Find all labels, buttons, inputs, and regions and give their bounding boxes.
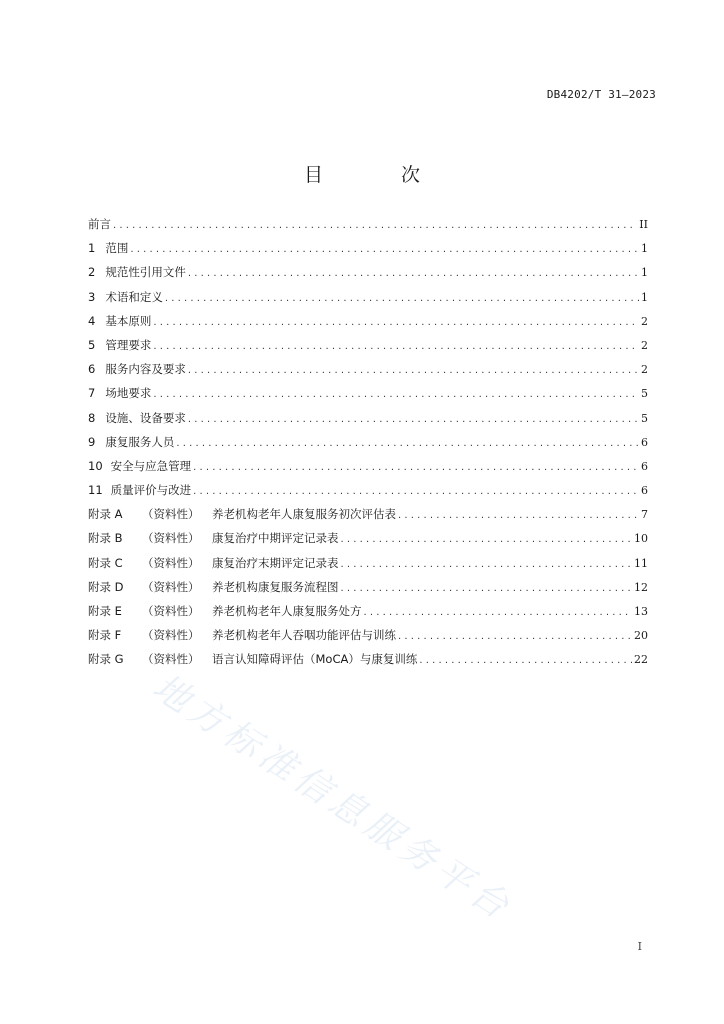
toc-entry-number: 10 (88, 458, 103, 473)
appendix-label: 附录 A (88, 507, 123, 522)
document-code: DB4202/T 31—2023 (546, 88, 656, 101)
toc-entry-number: 8 (88, 410, 96, 425)
appendix-kind: （资料性） (142, 507, 200, 522)
appendix-kind: （资料性） (142, 555, 200, 570)
appendix-kind: （资料性） (142, 579, 200, 594)
appendix-page: 11 (634, 556, 648, 570)
appendix-label: 附录 E (88, 604, 122, 618)
toc-entry-number: 2 (88, 265, 96, 280)
toc-entry-title: 质量评价与改进 (110, 483, 192, 498)
appendix-page: 10 (634, 532, 648, 546)
toc-entry-title: 术语和定义 (105, 289, 163, 304)
toc-entry-page: 2 (641, 363, 648, 377)
appendix-kind: （资料性） (142, 531, 200, 546)
toc-entry-page: 6 (641, 459, 648, 473)
toc-leader-dots (153, 317, 639, 328)
toc-entry[interactable] (88, 361, 648, 385)
toc-leader-dots (113, 220, 637, 231)
toc-entry-number: 1 (88, 241, 96, 256)
toc-appendix-entry[interactable] (88, 627, 648, 651)
toc-leader-dots (398, 510, 639, 521)
toc-entry-title: 设施、设备要求 (105, 410, 186, 425)
toc-appendix-entry[interactable] (88, 555, 648, 579)
toc-entry[interactable] (88, 410, 648, 434)
toc-entry[interactable] (88, 240, 648, 264)
appendix-page: 22 (634, 653, 648, 667)
toc-leader-dots (419, 655, 632, 666)
toc-entry-title: 管理要求 (105, 337, 152, 352)
toc-appendix-entry[interactable] (88, 579, 648, 603)
toc-entry-page: 1 (641, 266, 648, 280)
toc-leader-dots (341, 583, 633, 594)
appendix-label: 附录 G (88, 652, 124, 667)
appendix-kind: （资料性） (142, 604, 200, 618)
toc-entry-number: 6 (88, 362, 96, 377)
toc-entry[interactable] (88, 216, 648, 240)
appendix-label: 附录 C (88, 555, 123, 570)
toc-leader-dots (176, 438, 639, 449)
toc-entry-title: 服务内容及要求 (105, 362, 186, 377)
toc-entry-page: 1 (641, 290, 648, 304)
toc-leader-dots (165, 293, 639, 304)
toc-appendix-entry[interactable] (88, 506, 648, 530)
page-title: 目 次 (303, 164, 457, 186)
appendix-page: 13 (634, 605, 648, 618)
toc-entry-title: 安全与应急管理 (110, 458, 192, 473)
toc-leader-dots (341, 559, 633, 570)
toc-entry-title: 规范性引用文件 (105, 265, 186, 280)
appendix-label: 附录 B (88, 531, 123, 546)
watermark: 地方标准信息服务平台 (145, 666, 520, 930)
toc-entry[interactable] (88, 289, 648, 313)
toc-leader-dots (193, 462, 639, 473)
toc-leader-dots (153, 341, 639, 352)
appendix-kind: （资料性） (142, 628, 200, 643)
toc-leader-dots (364, 607, 633, 618)
appendix-kind: （资料性） (142, 652, 200, 667)
toc-leader-dots (188, 414, 639, 425)
toc-appendix-entry[interactable] (88, 530, 648, 554)
table-of-contents (88, 216, 648, 676)
toc-entry-number: 5 (88, 337, 96, 352)
toc-entry-number: 3 (88, 289, 96, 304)
toc-entry[interactable] (88, 313, 648, 337)
toc-leader-dots (130, 244, 639, 255)
appendix-title: 康复治疗中期评定记录表 (212, 531, 339, 546)
toc-entry-page: 5 (641, 411, 648, 425)
toc-entry[interactable] (88, 458, 648, 482)
toc-entry-page: 5 (641, 387, 648, 401)
appendix-label: 附录 F (88, 628, 122, 643)
appendix-page: 7 (641, 508, 648, 522)
toc-entry-page: 1 (641, 242, 648, 256)
toc-entry-title: 康复服务人员 (105, 434, 175, 449)
toc-entry-page: 6 (641, 435, 648, 449)
toc-leader-dots (153, 389, 639, 400)
toc-entry-number: 9 (88, 434, 96, 449)
appendix-page: 12 (634, 580, 648, 594)
toc-entry-page: 2 (641, 314, 648, 328)
toc-entry[interactable] (88, 264, 648, 288)
toc-entry-number: 7 (88, 386, 96, 401)
toc-entry-title: 范围 (105, 241, 129, 256)
toc-entry-title: 场地要求 (105, 386, 152, 401)
appendix-title: 养老机构老年人康复服务处方 (212, 604, 362, 618)
toc-leader-dots (341, 534, 633, 545)
toc-appendix-entry[interactable] (88, 603, 648, 627)
appendix-title: 养老机构老年人吞咽功能评估与训练 (212, 628, 396, 643)
appendix-title: 语言认知障碍评估（MoCA）与康复训练 (212, 652, 418, 667)
appendix-title: 康复治疗末期评定记录表 (212, 555, 339, 570)
toc-leader-dots (193, 486, 639, 497)
toc-leader-dots (188, 268, 639, 279)
appendix-title: 养老机构康复服务流程图 (212, 579, 339, 594)
toc-entry-title: 基本原则 (105, 313, 152, 328)
toc-entry-page: II (639, 218, 648, 231)
appendix-page: 20 (634, 629, 648, 643)
toc-entry-number: 11 (88, 483, 103, 498)
page-number: I (637, 940, 642, 953)
appendix-title: 养老机构老年人康复服务初次评估表 (212, 507, 396, 522)
toc-entry-title: 前言 (88, 217, 111, 231)
toc-leader-dots (398, 631, 632, 642)
toc-entry[interactable] (88, 482, 648, 506)
toc-entry-number: 4 (88, 313, 96, 328)
toc-leader-dots (188, 365, 639, 376)
toc-entry[interactable] (88, 434, 648, 458)
toc-entry-page: 2 (641, 338, 648, 352)
toc-appendix-entry[interactable] (88, 651, 648, 675)
toc-entry-page: 6 (641, 484, 648, 498)
appendix-label: 附录 D (88, 579, 124, 594)
toc-entry[interactable] (88, 337, 648, 361)
toc-entry[interactable] (88, 385, 648, 409)
